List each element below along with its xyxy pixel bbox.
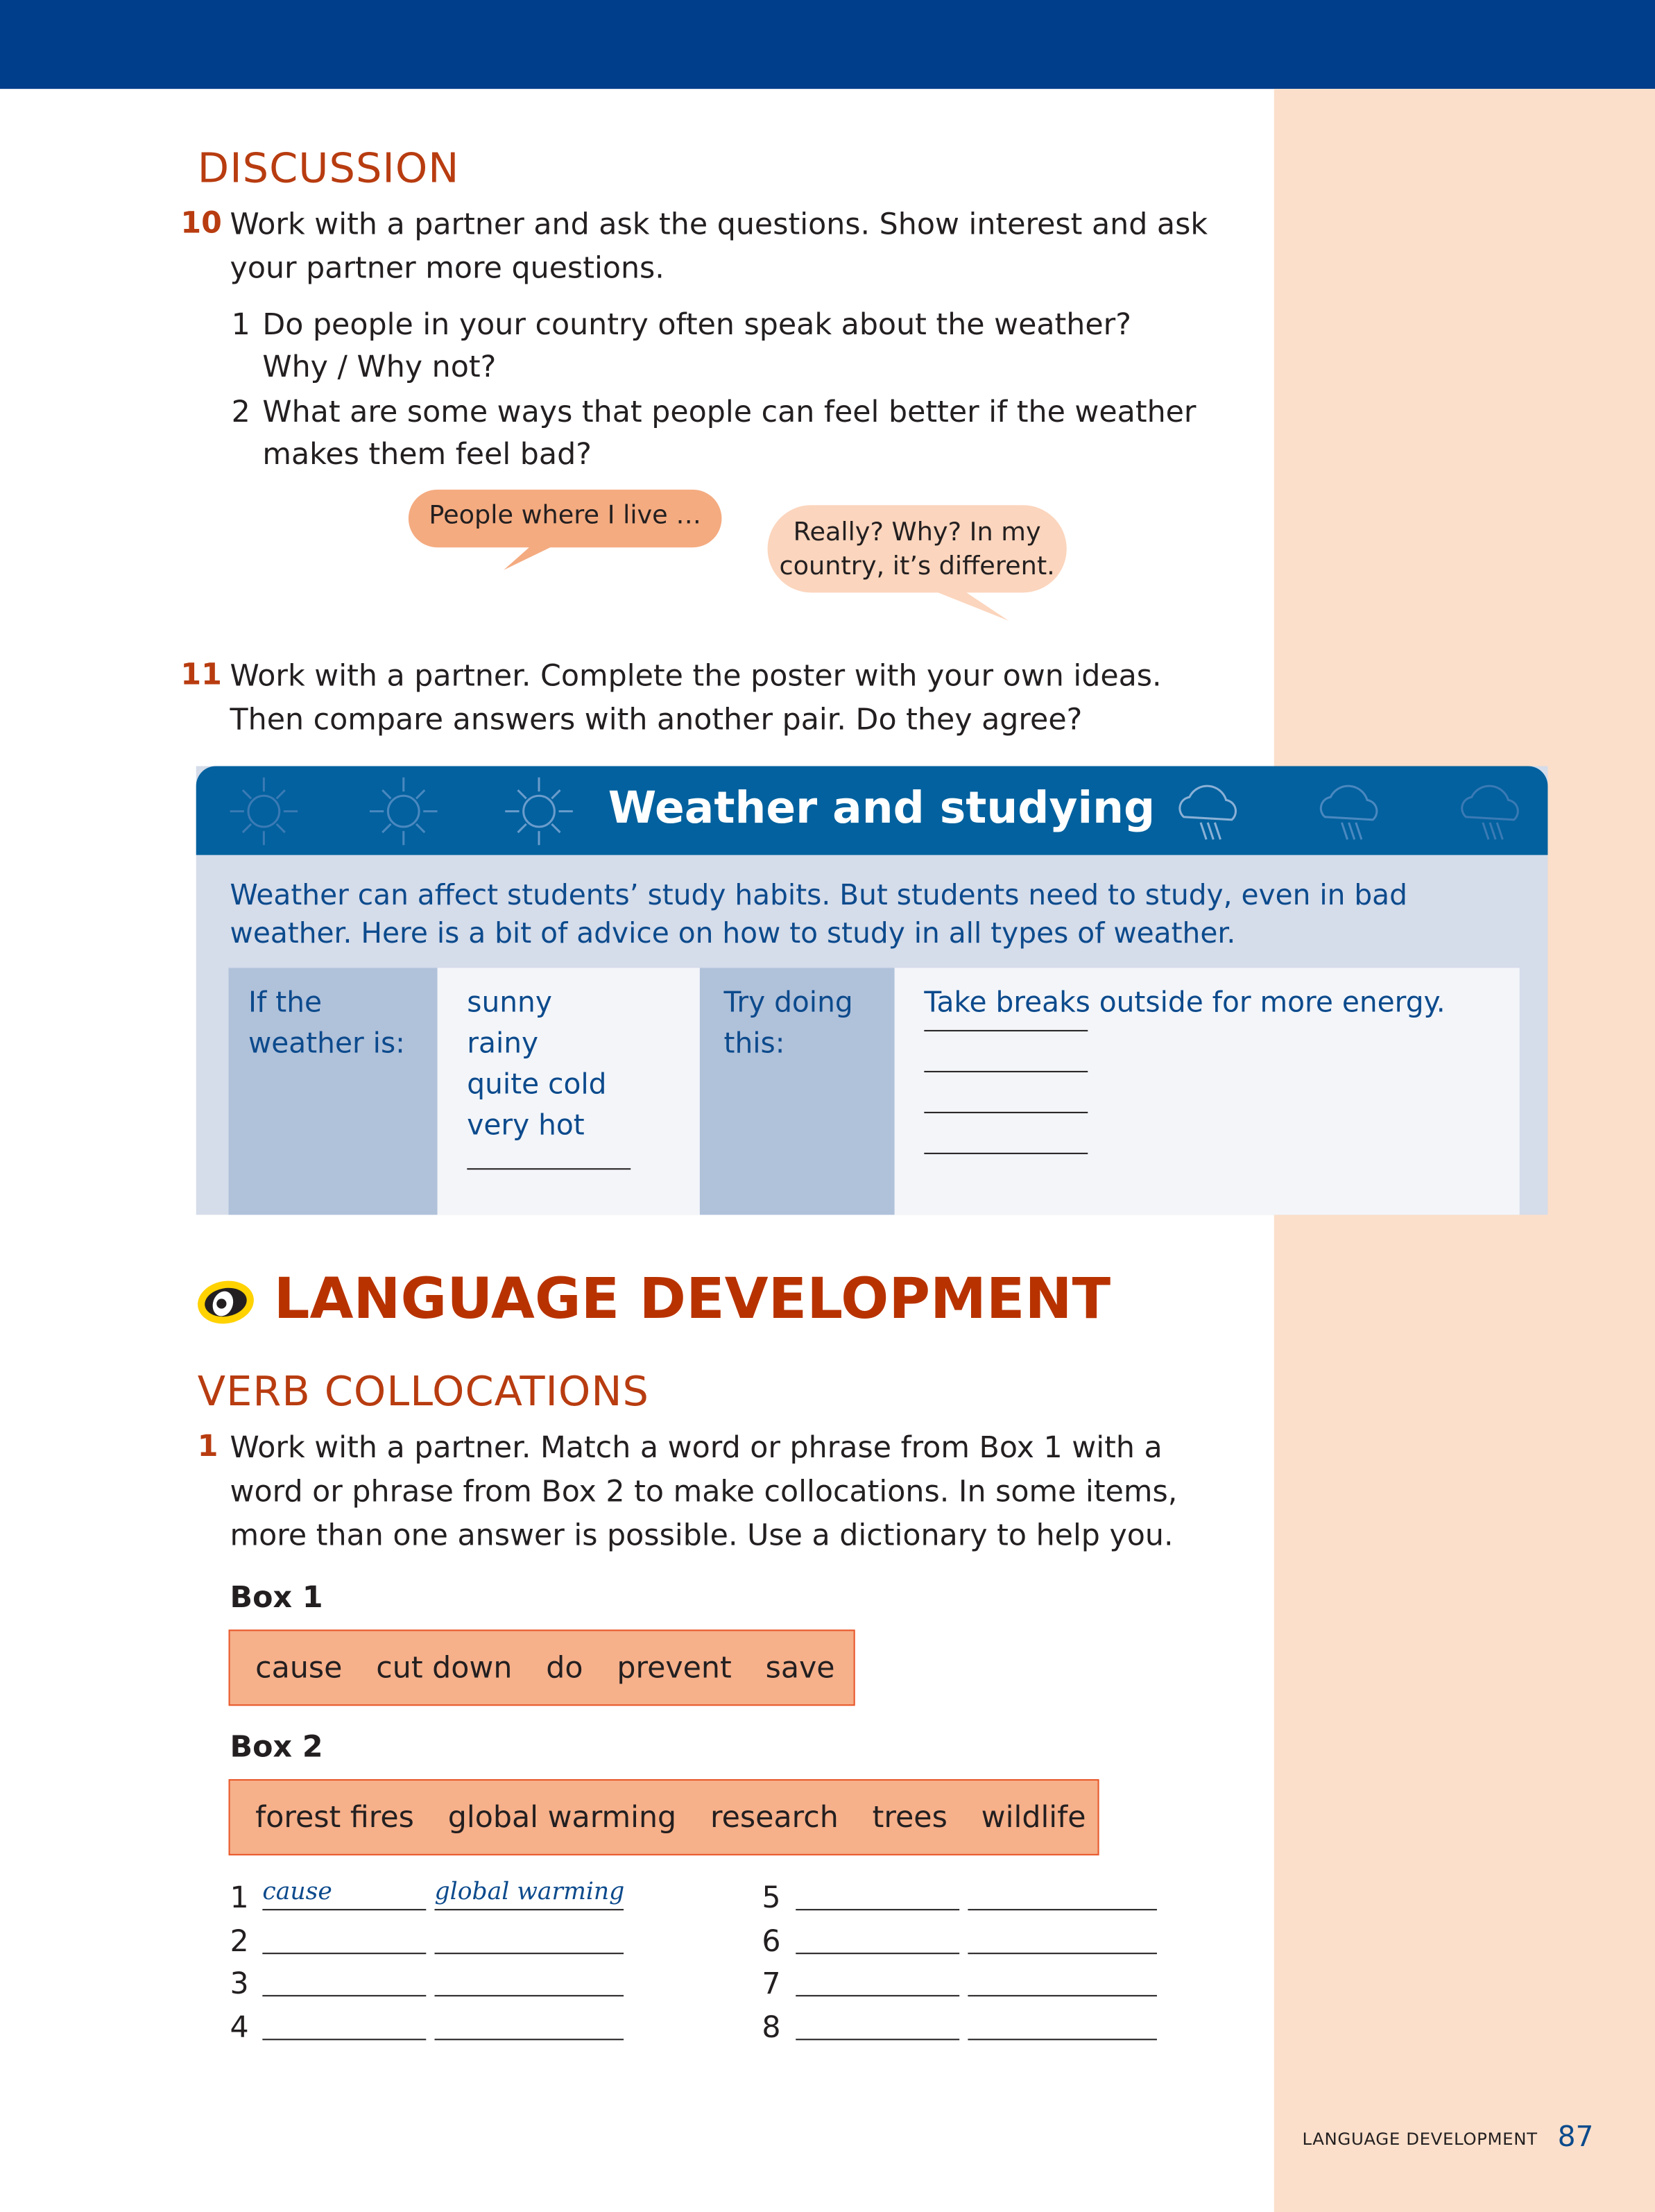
box-2-item: trees	[872, 1800, 947, 1835]
line: this:	[723, 1025, 785, 1060]
box-2-item: global warming	[447, 1800, 677, 1835]
language-development-heading: LANGUAGE DEVELOPMENT	[273, 1267, 1111, 1332]
box-2	[229, 1779, 1099, 1855]
verb-collocations-heading: VERB COLLOCATIONS	[197, 1367, 649, 1416]
box-1-label: Box 1	[230, 1580, 323, 1615]
exercise-10-instructions	[230, 203, 1208, 291]
bubble-2-text	[769, 516, 1065, 584]
example-noun: global warming	[434, 1878, 625, 1907]
box-1-item: prevent	[617, 1650, 732, 1685]
box-2-item: research	[710, 1800, 839, 1835]
weather-item: quite cold	[467, 1066, 607, 1101]
weather-poster	[196, 766, 1548, 1215]
answer-number: 6	[762, 1924, 781, 1959]
answer-noun-blank[interactable]	[968, 1953, 1157, 1954]
answer-number: 4	[230, 2010, 249, 2045]
answer-number: 7	[762, 1966, 781, 2001]
line: weather is:	[248, 1025, 405, 1060]
answer-noun-blank[interactable]	[435, 2039, 624, 2040]
weather-list-column	[438, 968, 700, 1215]
bubble-1-text: People where I live …	[429, 501, 701, 531]
exercise-11-instructions	[230, 655, 1162, 742]
answer-verb-blank[interactable]	[796, 2039, 959, 2040]
line: Weather can affect students’ study habits. But students need to study, even in bad	[230, 877, 1407, 912]
answer-noun-blank[interactable]	[968, 1995, 1157, 1996]
line: Work with a partner. Match a word or phrase from Box 1 with a	[230, 1430, 1163, 1465]
advice-column	[895, 968, 1520, 1215]
discussion-heading: DISCUSSION	[197, 144, 460, 192]
line: Work with a partner and ask the questions. Show interest and ask	[230, 207, 1208, 241]
footer-section: LANGUAGE DEVELOPMENT	[1302, 2129, 1538, 2149]
box-2-item: wildlife	[981, 1800, 1086, 1835]
line: country, it’s different.	[779, 551, 1055, 582]
box-1-item: cut down	[376, 1650, 513, 1685]
example-verb: cause	[262, 1878, 332, 1907]
exercise-number-10: 10	[180, 205, 222, 240]
poster-intro	[230, 876, 1407, 952]
if-weather-column	[229, 968, 438, 1215]
answer-noun-blank[interactable]	[435, 1953, 624, 1954]
box-2-item: forest fires	[255, 1800, 414, 1835]
sun-icon	[230, 778, 298, 846]
line: weather. Here is a bit of advice on how to study in all types of weather.	[230, 916, 1236, 950]
box-1-item: save	[765, 1650, 835, 1685]
line: Work with a partner. Complete the poster with your own ideas.	[230, 658, 1162, 693]
line: word or phrase from Box 2 to make collocations. In some items,	[230, 1474, 1178, 1509]
exercise-number-1: 1	[197, 1429, 218, 1464]
line: your partner more questions.	[230, 251, 664, 285]
rain-cloud-icon	[1321, 786, 1377, 839]
answer-verb-blank[interactable]	[262, 1953, 426, 1954]
poster-title: Weather and studying	[608, 782, 1156, 834]
rain-cloud-icon	[1462, 786, 1518, 839]
line: Then compare answers with another pair. Do they agree?	[230, 702, 1083, 737]
question-number: 2	[231, 395, 250, 429]
blank-line[interactable]	[924, 1112, 1088, 1113]
question-2	[232, 391, 1197, 475]
blank-line[interactable]	[924, 1071, 1088, 1072]
eye-icon	[195, 1276, 257, 1329]
answer-verb-blank[interactable]	[262, 2039, 426, 2040]
answer-noun-blank[interactable]	[968, 2039, 1157, 2040]
box-1-item: cause	[255, 1650, 343, 1685]
weather-item: sunny	[467, 984, 552, 1019]
answer-verb-blank[interactable]	[796, 1953, 959, 1954]
line: Do people in your country often speak about the weather?	[262, 307, 1131, 342]
weather-item: very hot	[467, 1107, 585, 1142]
line: more than one answer is possible. Use a dictionary to help you.	[230, 1518, 1174, 1552]
sun-icon	[370, 778, 438, 846]
line: What are some ways that people can feel better if the weather	[262, 395, 1197, 429]
blank-line[interactable]	[924, 1153, 1088, 1154]
answer-number: 5	[762, 1880, 781, 1915]
answer-noun-blank[interactable]	[435, 1995, 624, 1996]
rain-cloud-icon	[1180, 786, 1236, 839]
box-2-label: Box 2	[230, 1729, 323, 1764]
answer-noun-blank[interactable]	[435, 1909, 624, 1910]
line: If the	[248, 984, 323, 1019]
answer-number: 2	[230, 1924, 249, 1959]
line: Try doing	[723, 984, 853, 1019]
line: Really? Why? In my	[793, 517, 1041, 548]
question-number: 1	[231, 307, 250, 342]
sun-icon	[505, 778, 573, 846]
top-banner	[0, 0, 1655, 89]
answer-verb-blank[interactable]	[796, 1995, 959, 1996]
blank-line[interactable]	[467, 1168, 631, 1169]
answer-number: 3	[230, 1966, 249, 2001]
line: makes them feel bad?	[262, 437, 592, 472]
answer-number: 8	[762, 2010, 781, 2045]
advice-item: Take breaks outside for more energy.	[924, 984, 1446, 1019]
line: Why / Why not?	[262, 350, 497, 384]
blank-line[interactable]	[924, 1030, 1088, 1031]
answer-verb-blank[interactable]	[262, 1995, 426, 1996]
try-doing-column	[700, 968, 895, 1215]
exercise-number-11: 11	[180, 657, 222, 692]
box-1	[229, 1629, 855, 1706]
weather-item: rainy	[467, 1025, 539, 1060]
page-number: 87	[1557, 2119, 1594, 2154]
answer-verb-blank[interactable]	[796, 1909, 959, 1910]
box-1-item: do	[546, 1650, 583, 1685]
answer-noun-blank[interactable]	[968, 1909, 1157, 1910]
question-1	[232, 303, 1131, 388]
answer-number: 1	[230, 1880, 249, 1915]
poster-header	[196, 766, 1548, 855]
answer-verb-blank[interactable]	[262, 1909, 426, 1910]
exercise-1-instructions	[230, 1426, 1178, 1557]
